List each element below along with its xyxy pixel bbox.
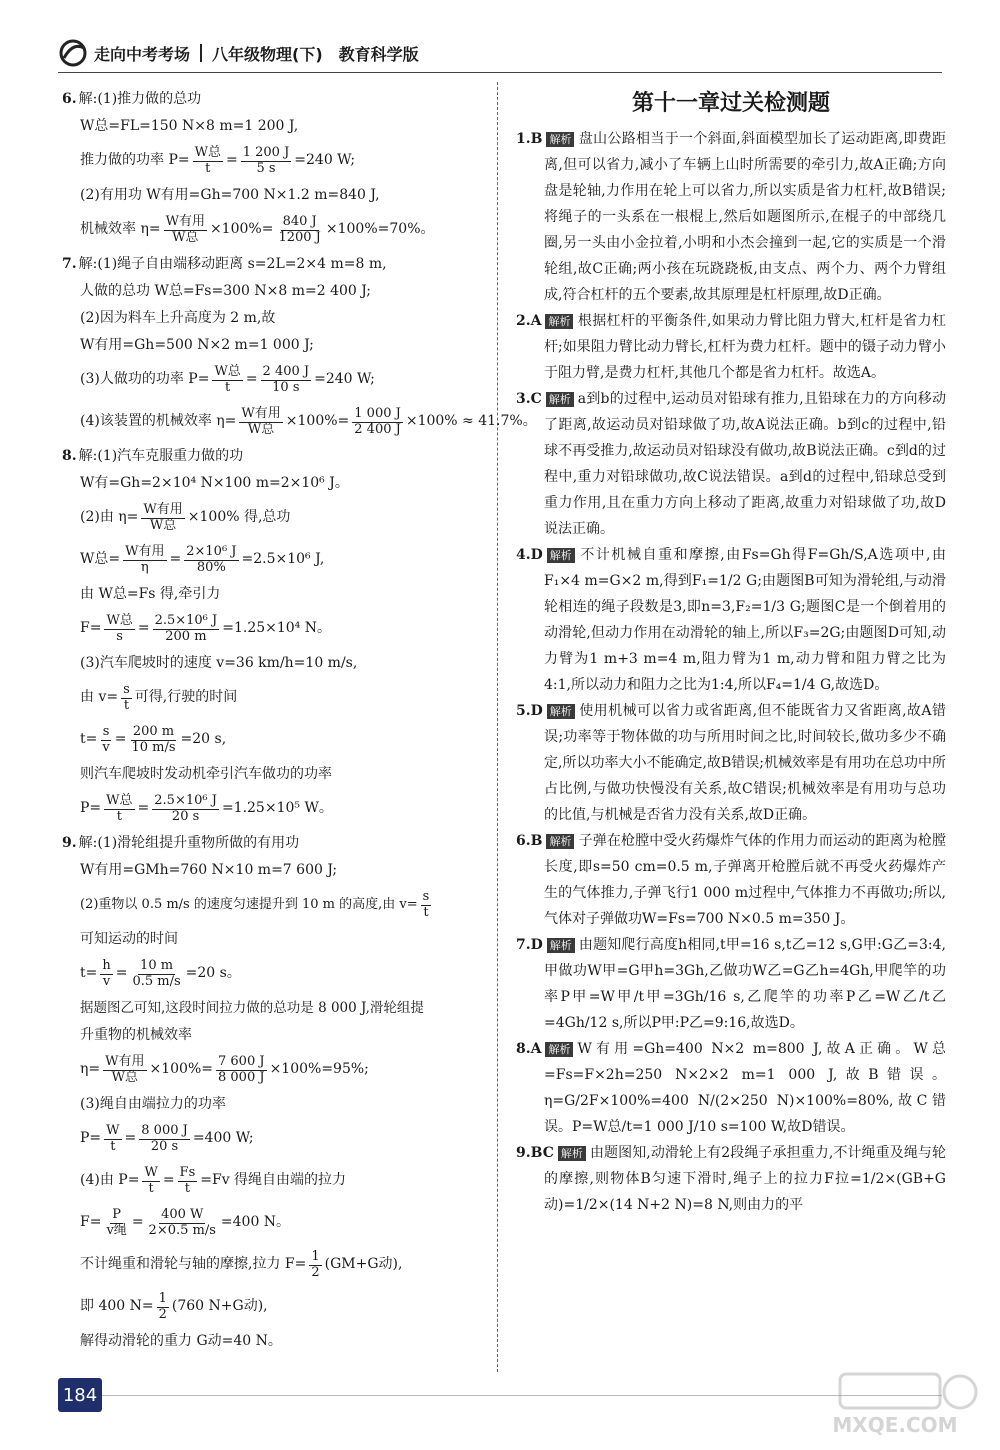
q8-text: W有=Gh=2×10⁴ N×100 m=2×10⁶ J。 <box>80 474 349 491</box>
numerator: h <box>102 958 111 974</box>
fraction <box>241 146 292 176</box>
denominator: 20 s <box>171 808 200 824</box>
brand-logo-icon <box>58 38 88 68</box>
q7-text: W有用=Gh=500 N×2 m=1 000 J; <box>80 336 314 353</box>
q8-number: 8. <box>62 447 77 464</box>
numerator: 840 J <box>282 214 317 230</box>
answer-number: 3.C <box>516 391 542 407</box>
q8-line-3 <box>62 497 488 539</box>
q8-line-10 <box>62 761 488 788</box>
numerator: s <box>123 682 130 698</box>
q8-text: (3)汽车爬坡时的速度 v=36 km/h=10 m/s, <box>80 654 358 671</box>
denominator: 8 000 J <box>218 1069 265 1085</box>
q9-text: 不计绳重和滑轮与轴的摩擦,拉力 F= <box>80 1256 307 1273</box>
result: ×100%=70%。 <box>325 221 435 238</box>
denominator: 80% <box>196 559 226 575</box>
q7-line-5 <box>62 359 488 401</box>
q6-line-5 <box>62 209 488 251</box>
numerator: W总 <box>106 793 133 809</box>
answer-item <box>516 386 946 542</box>
fraction <box>147 1208 218 1238</box>
page-header <box>58 38 488 68</box>
result: =1.25×10⁴ N。 <box>222 620 331 637</box>
answer-item <box>516 308 946 386</box>
q8-text: t= <box>80 731 98 748</box>
analysis-badge: 解析 <box>546 392 574 407</box>
numerator: 400 W <box>161 1207 204 1223</box>
q9-line-13 <box>62 1244 488 1286</box>
q9-line-1 <box>62 830 488 857</box>
answer-item <box>516 698 946 828</box>
fraction <box>100 725 111 755</box>
fraction <box>104 614 134 644</box>
fraction <box>193 146 223 176</box>
denominator: 20 s <box>150 1138 179 1154</box>
q8-line-7 <box>62 650 488 677</box>
denominator: 2×0.5 m/s <box>148 1222 216 1238</box>
fraction <box>212 365 242 395</box>
q7-line-4 <box>62 332 488 359</box>
column-divider <box>497 82 498 1372</box>
operator: ×100%= <box>209 221 274 238</box>
analysis-badge: 解析 <box>547 704 575 719</box>
result: =240 W; <box>314 371 375 388</box>
q7-line-1 <box>62 251 488 278</box>
q9-line-15 <box>62 1328 488 1355</box>
q8-line-4 <box>62 539 488 581</box>
numerator: 2 400 J <box>262 364 310 380</box>
equals: = <box>124 1130 137 1147</box>
q8-line-8 <box>62 677 488 719</box>
q9-text: 升重物的机械效率 <box>80 1026 192 1043</box>
fraction <box>129 725 177 755</box>
numerator: W有用 <box>165 214 205 230</box>
analysis-badge: 解析 <box>558 1146 586 1161</box>
chapter-title: 第十一章过关检测题 <box>631 91 830 116</box>
q8-text: 由 v= <box>80 689 119 706</box>
q9-text: (GM+G动), <box>324 1256 403 1273</box>
numerator: 1 <box>311 1249 320 1265</box>
q7-number: 7. <box>62 255 77 272</box>
q9-text: 即 400 N= <box>80 1298 154 1315</box>
fraction <box>216 1055 267 1085</box>
q9-text: (4)由 P= <box>80 1172 140 1189</box>
numerator: W有用 <box>143 502 183 518</box>
numerator: 10 m <box>140 958 174 974</box>
numerator: W总 <box>194 145 221 161</box>
q8-text: 解:(1)汽车克服重力做的功 <box>78 447 244 464</box>
denominator: t <box>205 160 211 176</box>
q6-line-1 <box>62 86 488 113</box>
answer-number: 1.B <box>516 131 543 147</box>
q7-text: 人做的总功 W总=Fs=300 N×8 m=2 400 J; <box>80 282 372 299</box>
numerator: 200 m <box>132 724 175 740</box>
denominator: 0.5 m/s <box>132 973 181 989</box>
answer-number: 5.D <box>516 703 543 719</box>
fraction <box>139 1124 190 1154</box>
q9-text: W有用=GMh=760 N×10 m=7 600 J; <box>80 861 338 878</box>
q6-formula-total-work: W总=FL=150 N×8 m=1 200 J, <box>80 117 299 134</box>
fraction <box>153 614 220 644</box>
watermark-logo-icon <box>800 1370 990 1440</box>
equals: = <box>225 152 238 169</box>
q9-line-10 <box>62 1118 488 1160</box>
q9-line-9 <box>62 1091 488 1118</box>
fraction <box>184 545 238 575</box>
fraction <box>104 1208 128 1238</box>
fraction <box>164 215 207 245</box>
answer-number: 8.A <box>516 1041 542 1057</box>
q6-number: 6. <box>62 90 77 107</box>
denominator: η <box>140 559 149 575</box>
fraction <box>141 503 184 533</box>
q6-line-3 <box>62 140 488 182</box>
fraction <box>100 959 112 989</box>
q9-text: P= <box>80 1130 102 1147</box>
answer-text: 根据杠杆的平衡条件,如果动力臂比阻力臂大,杠杆是省力杠杆;如果阻力臂比动力臂长,杠杆为费力杠杆。题中的镊子动力臂小于阻力臂,是费力杠杆,其他几个都是省力杠杆。故选A。 <box>544 313 946 381</box>
equals: = <box>137 800 150 817</box>
q7-text: (2)因为料车上升高度为 2 m,故 <box>80 309 276 326</box>
answer-text: 子弹在枪膛中受火药爆炸气体的作用力而运动的距离为枪膛长度,即s=50 cm=0.5 m,子弹离开枪膛后就不再受火药爆炸产生的气体推力,子弹飞行1 000 m过程中,气体推力不再做功;所以,气体对子弹做功W=Fs=700 N×0.5 m=350 J。 <box>544 833 946 927</box>
analysis-badge: 解析 <box>547 548 575 563</box>
q8-text: (2)由 η= <box>80 509 139 526</box>
q7-power-label: (3)人做功的功率 P= <box>80 371 210 388</box>
q9-text: 据题图乙可知,这段时间拉力做的总功是 8 000 J,滑轮组提 <box>80 1000 424 1017</box>
numerator: s <box>422 889 430 905</box>
denominator: 2 <box>311 1264 320 1280</box>
answer-text: 由题知爬行高度h相同,t甲=16 s,t乙=12 s,G甲:G乙=3:4,甲做功W甲=G甲h=3Gh,乙做功W乙=G乙h=4Gh,甲爬竿的功率P甲=W甲/t甲=3Gh/16 s,乙爬竿的功率P乙=W乙/t乙=4Gh/12 s,所以P甲:P乙=9:16,故选D。 <box>544 937 946 1031</box>
answer-text: W有用=Gh=400 N×2 m=800 J,故A正确。W总=Fs=F×2h=250 N×2×2 m=1 000 J,故B错误。η=G/2F×100%=400 N/(2×250 N)×100%=80%,故C错误。P=W总/t=1 000 J/10 s=100 W,故D错误。 <box>544 1041 946 1135</box>
fraction <box>239 407 282 437</box>
answer-item <box>516 542 946 698</box>
answer-text: a到b的过程中,运动员对铅球有推力,且铅球在力的方向移动了距离,故运动员对铅球做了功,故A说法正确。b到c的过程中,铅球不再受推力,故运动员对铅球没有做功,故B说法正确。c到d的过程中,重力对铅球做功,故C说法错误。a到d的过程中,铅球总受到重力作用,且在重力方向上移动了距离,故重力对铅球做了功,故D说法正确。 <box>544 391 946 537</box>
denominator: W总 <box>247 421 275 437</box>
answer-text: 由题图知,动滑轮上有2段绳子承担重力,不计绳重及绳与轮的摩擦,则物体B匀速下滑时,绳子上的拉力F拉=1/2×(GB+G动)=1/2×(14 N+2 N)=8 N,则由力的平 <box>544 1145 946 1213</box>
answer-item <box>516 932 946 1036</box>
q6-power-label: 推力做的功率 P= <box>80 152 190 169</box>
denominator: 10 m/s <box>131 739 176 755</box>
result: =20 s, <box>180 731 227 748</box>
q6-useful-work: (2)有用功 W有用=Gh=700 N×1.2 m=840 J, <box>80 186 380 203</box>
answer-number: 9.BC <box>516 1145 554 1161</box>
denominator: v <box>102 739 110 755</box>
q8-text: P= <box>80 800 102 817</box>
q9-line-6 <box>62 995 488 1022</box>
q9-line-8 <box>62 1049 488 1091</box>
q7-line-6 <box>62 401 537 443</box>
q8-line-5 <box>62 581 488 608</box>
denominator: W总 <box>111 1069 138 1085</box>
numerator: W有用 <box>105 1054 145 1070</box>
denominator: W总 <box>149 517 177 533</box>
answer-number: 2.A <box>516 313 542 329</box>
result: ×100%=95%; <box>269 1061 369 1078</box>
fraction <box>352 407 403 437</box>
denominator: t <box>423 904 429 920</box>
q9-text: (760 N+G动), <box>171 1298 268 1315</box>
fraction <box>152 794 219 824</box>
result: =400 W; <box>192 1130 254 1147</box>
denominator: t <box>184 1180 191 1196</box>
right-column <box>516 86 946 1218</box>
result: ×100% ≈ 41.7%。 <box>405 413 537 430</box>
numerator: 7 600 J <box>218 1054 265 1070</box>
fraction <box>178 1166 198 1196</box>
denominator: v绳 <box>106 1222 127 1238</box>
numerator: Fs <box>179 1165 196 1181</box>
grade-label: 八年级物理(下) <box>212 44 323 64</box>
q7-line-3 <box>62 305 488 332</box>
equals: = <box>169 551 182 568</box>
q9-text: 解:(1)滑轮组提升重物所做的有用功 <box>78 834 300 851</box>
fraction <box>157 1292 169 1322</box>
numerator: 8 000 J <box>141 1123 188 1139</box>
fraction <box>421 890 432 920</box>
answer-text: 使用机械可以省力或省距离,但不能既省力又省距离,故A错误;功率等于物体做的功与所用时间之比,时间较长,做功多少不确定,所以功率大小不能确定,故B错误;机械效率是有用功在总功中所占比例,与做功快慢没有关系,故C错误;机械效率是有用功与总功的比值,与机械是否省力没有关系,故D正确。 <box>544 703 946 823</box>
analysis-badge: 解析 <box>545 1042 573 1057</box>
equals: = <box>115 965 128 982</box>
q9-text: 解得动滑轮的重力 G动=40 N。 <box>80 1332 282 1349</box>
denominator: 5 s <box>256 160 276 176</box>
q9-text: t= <box>80 965 98 982</box>
fraction <box>261 365 312 395</box>
q7-line-2 <box>62 278 488 305</box>
numerator: 2×10⁶ J <box>186 544 237 560</box>
result: =400 N。 <box>220 1214 291 1231</box>
fraction <box>104 794 134 824</box>
q6-line-2 <box>62 113 488 140</box>
q8-line-1 <box>62 443 488 470</box>
q8-text: 由 W总=Fs 得,牵引力 <box>80 585 221 602</box>
fraction <box>276 215 322 245</box>
q9-line-7 <box>62 1022 488 1049</box>
q9-text: F= <box>80 1214 102 1231</box>
q9-text: 可知运动的时间 <box>80 930 178 947</box>
q9-line-5 <box>62 953 488 995</box>
equals: = <box>162 1172 175 1189</box>
q8-line-9 <box>62 719 488 761</box>
operator: ×100%= <box>149 1061 213 1078</box>
numerator: W有用 <box>241 406 281 422</box>
numerator: 2.5×10⁶ J <box>154 793 217 809</box>
page-number: 184 <box>58 1378 102 1412</box>
operator: ×100%= <box>285 413 350 430</box>
analysis-badge: 解析 <box>546 132 574 147</box>
watermark-text: MXQE.COM <box>832 1413 958 1437</box>
numerator: 1 000 J <box>354 406 401 422</box>
numerator: 1 <box>158 1291 167 1307</box>
denominator: t <box>225 379 231 395</box>
q9-line-11 <box>62 1160 488 1202</box>
numerator: s <box>102 724 110 740</box>
equals: = <box>245 371 258 388</box>
q6-line-4 <box>62 182 488 209</box>
fraction <box>103 1055 146 1085</box>
q9-line-14 <box>62 1286 488 1328</box>
q9-line-12 <box>62 1202 488 1244</box>
answer-number: 6.B <box>516 833 543 849</box>
answer-text: 盘山公路相当于一个斜面,斜面模型加长了运动距离,即费距离,但可以省力,减小了车辆上山时所需要的牵引力,故A正确;方向盘是轮轴,力作用在轮上可以省力,所以实质是省力杠杆,故B错误;将绳子的一头系在一根棍上,然后如题图所示,在棍子的中部绕几圈,另一头由小金拉着,小明和小杰会撞到一起,它的实质是一个滑轮组,故C正确;两小孩在玩跷跷板,由支点、两个力、两个力臂组成,符合杠杆的五个要素,故其原理是杠杆原理,故D正确。 <box>544 131 946 303</box>
denominator: t <box>123 697 130 713</box>
denominator: t <box>148 1180 154 1196</box>
denominator: 200 m <box>165 628 207 644</box>
fraction <box>309 1250 321 1280</box>
q6-text: 解:(1)推力做的总功 <box>78 90 202 107</box>
q8-text: W总= <box>80 551 121 568</box>
q7-text: 解:(1)绳子自由端移动距离 s=2L=2×4 m=8 m, <box>78 255 387 272</box>
q9-line-3 <box>62 884 488 926</box>
q9-line-2 <box>62 857 488 884</box>
numerator: W <box>144 1165 158 1181</box>
equals: = <box>131 1214 144 1231</box>
brand-name: 走向中考考场 <box>94 44 191 64</box>
q8-text: 则汽车爬坡时发动机牵引汽车做功的功率 <box>80 765 332 782</box>
q8-text: ×100% 得,总功 <box>187 509 291 526</box>
denominator: t <box>110 1138 116 1154</box>
numerator: 2.5×10⁶ J <box>154 613 218 629</box>
denominator: v <box>102 973 111 989</box>
numerator: W <box>106 1123 120 1139</box>
q9-text: (2)重物以 0.5 m/s 的速度匀速提升到 10 m 的高度,由 v= <box>80 896 418 912</box>
q8-line-2 <box>62 470 488 497</box>
denominator: t <box>116 808 122 824</box>
analysis-badge: 解析 <box>546 834 574 849</box>
numerator: W有用 <box>125 544 165 560</box>
denominator: 2 400 J <box>354 421 401 437</box>
fraction <box>121 683 132 713</box>
answer-number: 7.D <box>516 937 543 953</box>
denominator: 1200 J <box>278 229 321 245</box>
equals: = <box>137 620 150 637</box>
numerator: W总 <box>106 613 133 629</box>
result: =240 W; <box>294 152 356 169</box>
numerator: W总 <box>214 364 241 380</box>
denominator: W总 <box>172 229 199 245</box>
q8-text: 可得,行驶的时间 <box>134 689 238 706</box>
q7-efficiency-label: (4)该装置的机械效率 η= <box>80 413 237 430</box>
answer-number: 4.D <box>516 547 543 563</box>
q9-text: (3)绳自由端拉力的功率 <box>80 1095 226 1112</box>
answer-item <box>516 828 946 932</box>
q8-text: F= <box>80 620 102 637</box>
denominator: 10 s <box>272 379 300 395</box>
answer-item <box>516 1036 946 1140</box>
answer-item <box>516 1140 946 1218</box>
header-separator <box>200 44 202 62</box>
fraction <box>142 1166 159 1196</box>
publisher-label: 教育科学版 <box>338 44 419 64</box>
analysis-badge: 解析 <box>547 938 575 953</box>
result: =20 s。 <box>185 965 241 982</box>
analysis-badge: 解析 <box>545 314 573 329</box>
result: =1.25×10⁵ W。 <box>221 800 333 817</box>
fraction <box>130 959 182 989</box>
q9-text: η= <box>80 1061 101 1078</box>
answer-item <box>516 126 946 308</box>
q8-line-6 <box>62 608 488 650</box>
numerator: P <box>112 1207 121 1223</box>
q9-line-4 <box>62 926 488 953</box>
header-rule <box>58 72 942 73</box>
denominator: s <box>116 628 123 644</box>
answer-text: 不计机械自重和摩擦,由Fs=Gh得F=Gh/S,A选项中,由F₁×4 m=G×2 m,得到F₁=1/2 G;由题图B可知为滑轮组,与动滑轮相连的绳子段数是3,即n=3,F₂=1/3 G;题图C是一个倒着用的动滑轮,但动力作用在动滑轮的轴上,所以F₃=2G;由题图D可知,动力臂为1 m+3 m=4 m,阻力臂为1 m,动力臂和阻力臂之比为4:1,所以动力和阻力之比为1:4,所以F₄=1/4 G,故选D。 <box>544 547 946 693</box>
q6-efficiency-label: 机械效率 η= <box>80 221 161 238</box>
numerator: 1 200 J <box>242 145 290 161</box>
fraction <box>104 1124 121 1154</box>
q9-number: 9. <box>62 834 77 851</box>
fraction <box>123 545 166 575</box>
result: =2.5×10⁶ J, <box>241 551 325 568</box>
q9-text: =Fv 得绳自由端的拉力 <box>200 1172 347 1189</box>
denominator: 2 <box>158 1306 167 1322</box>
answer-list <box>516 126 946 1218</box>
q8-line-11 <box>62 788 488 830</box>
equals: = <box>114 731 127 748</box>
